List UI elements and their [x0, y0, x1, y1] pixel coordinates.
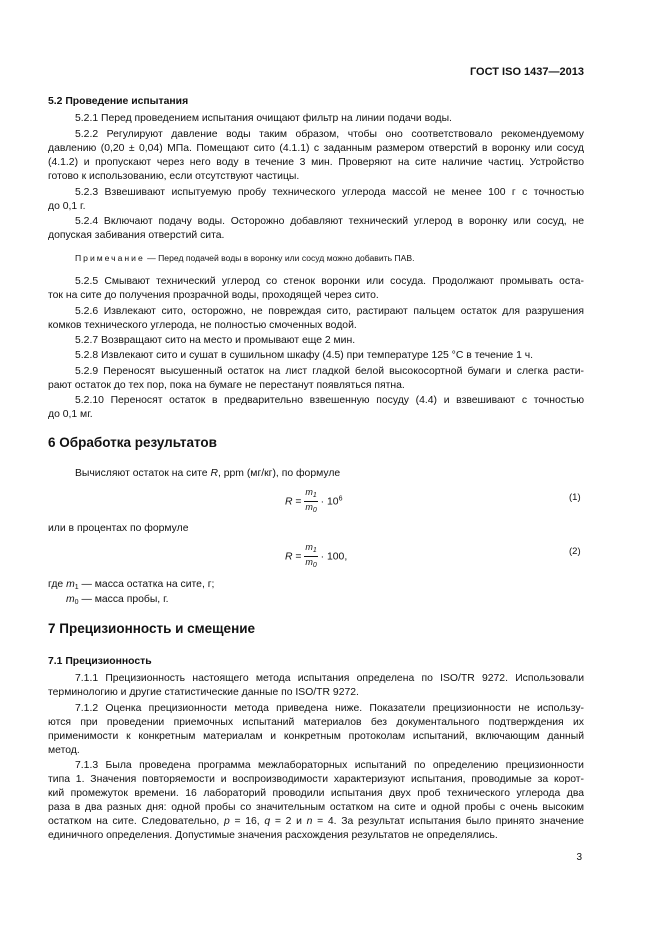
para-5-2-2-line1: 5.2.2 Регулируют давление воды таким образом, чтобы оно соответствовало рекомендуемому [75, 129, 584, 140]
formula-2: R = $\frac{m_1}{m_0}$ · 100, [285, 542, 348, 569]
section-5-2-title: 5.2 Проведение испытания [48, 96, 189, 107]
para-5-2-5-line1: 5.2.5 Смывают технический углерод со стенок воронки или сосуда. Продолжают промывать оста- [75, 276, 584, 287]
para-5-2-6-line1: 5.2.6 Извлекают сито, осторожно, не повреждая сито, растирают пальцем остаток для разрушения [75, 306, 584, 317]
note-text: — Перед подачей воды в воронку или сосуд можно добавить ПАВ. [144, 253, 415, 263]
equation-number-1: (1) [569, 492, 581, 503]
para-5-2-9-line1: 5.2.9 Переносят высушенный остаток на лист гладкой белой высокосортной бумаги и слегка расти- [75, 366, 584, 377]
para-5-2-2-line3: (4.1.2) и пропускают через него воду в течение 3 мин. Проверяют на сите наличие частиц. Устройство [48, 157, 584, 168]
para-5-2-10-line2: до 0,1 мг. [48, 409, 93, 420]
para-7-1-2-line4: метод. [48, 745, 80, 756]
page-number: 3 [576, 852, 582, 863]
where-m1: где $m_1$ — масса остатка на сите, г; [48, 579, 215, 591]
para-7-1-1-line1: 7.1.1 Прецизионность настоящего метода испытания определена по ISO/TR 9272. Использовали [75, 673, 584, 684]
formula-2-intro: или в процентах по формуле [48, 523, 189, 534]
para-5-2-9-line2: рают остаток до тех пор, пока на бумаге не перестанут появляться пятна. [48, 380, 405, 391]
para-5-2-4-line1: 5.2.4 Включают подачу воды. Осторожно добавляют технический углерод в воронку или сосуд, не [75, 216, 584, 227]
note [75, 252, 584, 265]
para-7-1-3-line1: 7.1.3 Была проведена программа межлабораторных испытаний по определению прецизионности [75, 760, 584, 771]
para-5-2-2-line2: давлению (0,20 ± 0,04) МПа. Помещают сито (4.1.1) с заданным размером отверстий в воронку или сосуд [48, 143, 584, 154]
formula-1: R = $\frac{m_1}{m_0}$ · $10^6$ [285, 487, 343, 514]
para-7-1-2-line2: ются при проведении приемочных испытаний материалов без документального подтверждения их [48, 717, 584, 728]
para-5-2-8: 5.2.8 Извлекают сито и сушат в сушильном шкафу (4.5) при температуре 125 °С в течение 1 ч. [75, 350, 534, 361]
section-7-title: 7 Прецизионность и смещение [48, 621, 256, 636]
para-7-1-3-line4: раза в два разных дня: одной пробы со значительным остатком на сите и одной пробы с очень высоким [48, 802, 584, 813]
para-7-1-3-line3: кий промежуток времени. 16 лабораторий проводили испытания двух проб технического углерода два [48, 788, 584, 799]
para-7-1-3-line2: типа 1. Значения повторяемости и воспроизводимости характеризуют испытания, проводимые за корот- [48, 774, 584, 785]
para-5-2-3-line1: 5.2.3 Взвешивают испытуемую пробу технического углерода массой не менее 100 г с точностью [75, 187, 584, 198]
para-7-1-3-line5: остатком на сите. Следовательно, p = 16, q = 2 и n = 4. За результат испытания было принято значение [48, 816, 584, 827]
para-5-2-4-line2: допуская забивания отверстий сита. [48, 230, 225, 241]
para-7-1-3-line6: единичного определения. Допустимые значения расхождения результатов не определялись. [48, 830, 498, 841]
fraction-2: $\frac{m_1}{m_0}$ [305, 542, 317, 569]
standard-header: ГОСТ ISO 1437—2013 [469, 66, 584, 78]
para-7-1-2-line1: 7.1.2 Оценка прецизионности метода приведена ниже. Показатели прецизионности не использу- [75, 703, 584, 714]
fraction-1: $\frac{m_1}{m_0}$ [305, 487, 317, 514]
para-5-2-10-line1: 5.2.10 Переносят остаток в предварительно взвешенную посуду (4.4) и взвешивают с точностью [75, 395, 584, 406]
equation-number-2: (2) [569, 546, 581, 557]
section-7-1-title: 7.1 Прецизионность [48, 656, 152, 667]
formula-intro: Вычисляют остаток на сите R, ppm (мг/кг), по формуле [75, 468, 341, 479]
para-7-1-2-line3: применимости к конкретным материалам и конкретным протоколам испытаний, включающим данный [48, 731, 584, 742]
para-5-2-2-line4: готово к использованию, если отсутствуют частицы. [48, 171, 300, 182]
para-5-2-6-line2: комков технического углерода, не полностью смоченных водой. [48, 320, 357, 331]
section-6-title: 6 Обработка результатов [48, 435, 217, 450]
note-label: Примечание [75, 253, 145, 263]
para-7-1-1-line2: терминологию и другие статистические данные по ISO/TR 9272. [48, 687, 359, 698]
para-5-2-3-line2: до 0,1 г. [48, 201, 86, 212]
para-5-2-5-line2: ток на сите до получения прозрачной воды, проходящей через сито. [48, 290, 379, 301]
where-m0: $m_0$ — масса пробы, г. [66, 594, 169, 606]
para-5-2-1: 5.2.1 Перед проведением испытания очищают фильтр на линии подачи воды. [75, 113, 452, 124]
para-5-2-7: 5.2.7 Возвращают сито на место и промывают еще 2 мин. [75, 335, 356, 346]
